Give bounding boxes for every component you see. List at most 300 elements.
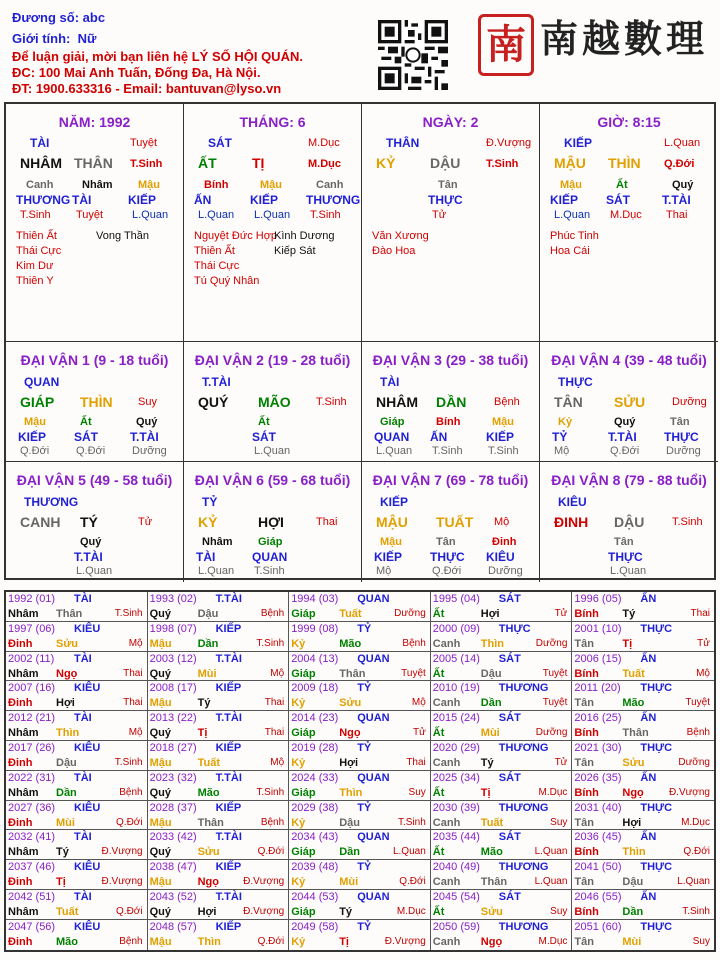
pillar-4 [540,104,718,342]
year-stem: Đinh [8,757,33,769]
hidden-phase: L.Quan [198,565,235,577]
year-ten-god: QUAN [357,891,390,903]
ten-god-stem: TÀI [30,136,50,150]
pillar-1 [6,104,184,342]
star: Kim Dư [16,260,54,272]
year-label: 2017 (26) [8,742,56,754]
owner-value: abc [82,10,106,25]
year-label: 2026 (35) [574,771,622,784]
year-label: 2039 (48) [291,861,339,874]
dai-van-2 [184,342,362,462]
hidden-stem: Mậu [260,179,282,191]
year-stem: Quý [149,906,171,918]
year-cell [572,711,714,741]
year-cell [6,801,148,831]
hidden-phase: L.Quan [376,445,413,457]
hidden-phase: Q.Đới [432,565,462,577]
year-label: 2032 (41) [8,831,56,844]
year-branch: Mão [56,935,78,948]
year-phase: Tuyệt [542,667,568,679]
year-cell [431,622,573,652]
dai-van-title: ĐẠI VẬN 4 (39 - 48 tuổi) [551,352,707,368]
year-phase: Thai [690,608,710,619]
dai-van-stem: CANH [20,514,61,530]
star: Vong Thần [96,230,150,242]
year-ten-god: THỰC [640,742,673,754]
year-cell [431,890,573,920]
year-branch: Mùi [622,935,642,948]
dai-van-branch: THÌN [80,394,113,410]
year-ten-god: THƯƠNG [498,801,549,814]
year-label: 1992 (01) [8,593,56,605]
year-label: 2035 (44) [432,831,480,844]
year-label: 2020 (29) [432,742,480,754]
year-phase: Đ.Vượng [101,846,143,858]
year-phase: Q.Đới [399,876,426,888]
top-phase: Đ.Vượng [486,137,532,149]
year-cell [572,652,714,682]
hidden-stem: Canh [316,179,344,191]
star: Thái Cực [194,260,240,272]
year-stem: Quý [149,608,171,620]
hidden-phase: T.Sinh [310,209,341,221]
dai-van-branch: TÝ [80,514,98,530]
year-branch: Thìn [339,786,363,799]
hidden-phase: L.Quan [254,445,291,457]
dai-van-branch: TUẤT [436,514,474,530]
gender-line [12,31,96,46]
year-cell [6,652,148,682]
dai-van-phase: Tử [138,516,153,528]
hidden-god: KIẾP [486,430,515,444]
year-branch: Dần [56,786,77,799]
year-phase: Tuyệt [685,697,710,709]
year-phase: Bệnh [402,637,426,649]
year-ten-god: ẤN [640,712,657,725]
earthly-branch: TỊ [252,155,265,171]
annual-luck-table [4,590,716,952]
year-label: 2048 (57) [149,920,197,933]
year-label: 2016 (25) [574,712,622,725]
year-phase: T.Sinh [256,786,285,798]
year-branch: Sửu [339,697,362,710]
dai-van-title: ĐẠI VẬN 1 (9 - 18 tuổi) [20,352,169,368]
year-ten-god: T.TÀI [215,891,242,903]
year-ten-god: ẤN [640,652,657,665]
year-stem: Canh [432,697,461,710]
year-label: 2024 (33) [291,771,339,784]
year-stem: Nhâm [8,608,39,620]
year-phase: Bệnh [119,935,143,947]
dai-van-stem: NHÂM [376,394,418,410]
year-label: 2041 (50) [574,861,622,874]
star: Hoa Cái [550,245,590,257]
year-branch: Hợi [622,816,642,829]
hidden-god: SÁT [74,430,98,444]
year-branch: Mão [339,637,362,650]
year-label: 1998 (07) [149,622,197,635]
year-ten-god: SÁT [498,712,521,725]
year-cell [289,592,431,622]
year-cell [431,860,573,890]
year-label: 2040 (49) [432,861,480,874]
ten-god-stem: SÁT [208,136,232,150]
hidden-phase: Mộ [554,445,570,457]
year-label: 2050 (59) [432,920,480,933]
year-label: 2051 (60) [574,920,622,933]
hidden-god: THƯƠNG [306,193,361,207]
year-phase: Q.Đới [116,906,143,917]
year-stem: Kỷ [291,935,306,948]
year-ten-god: KIÊU [74,920,101,933]
year-stem: Đinh [8,816,33,829]
year-cell [431,801,573,831]
year-cell [431,652,573,682]
year-phase: Bệnh [260,816,285,828]
year-phase: Đ.Vượng [243,906,285,917]
year-phase: Dưỡng [678,757,710,768]
star: Đào Hoa [372,245,416,257]
year-phase: L.Quan [677,876,710,888]
year-label: 2044 (53) [291,891,339,903]
year-label: 2015 (24) [432,712,480,725]
hidden-stem: Giáp [258,536,283,548]
hidden-stem: Canh [26,179,54,191]
hidden-stem: Tân [436,536,456,548]
year-label: 2014 (23) [291,712,339,725]
hidden-god: SÁT [252,430,276,444]
year-stem: Kỷ [291,697,306,710]
year-ten-god: THỰC [640,801,673,814]
year-branch: Tý [480,757,494,769]
hidden-god: T.TÀI [608,430,637,444]
dai-van-stem: MẬU [376,514,408,530]
hidden-phase: T.Sinh [432,445,463,457]
year-phase: Tử [697,637,710,649]
year-branch: Mùi [197,667,217,680]
year-phase: Suy [692,935,710,947]
year-branch: Hợi [339,757,359,769]
year-phase: Suy [550,906,568,917]
dai-van-title: ĐẠI VẬN 6 (59 - 68 tuổi) [194,472,351,488]
year-phase: Đ.Vượng [668,786,710,798]
dai-van-stem: GIÁP [20,394,55,410]
year-cell [431,681,573,711]
phone-email-line: ĐT: 1900.633316 - Email: bantuvan@lyso.vn [12,81,282,96]
year-phase: Thai [264,697,285,709]
year-phase: L.Quan [534,846,568,858]
heavenly-stem: MẬU [554,155,586,171]
year-label: 2022 (31) [8,771,56,784]
year-label: 1999 (08) [291,622,339,635]
year-label: 2025 (34) [432,771,480,784]
year-ten-god: T.TÀI [215,712,242,725]
year-stem: Mậu [149,935,172,948]
year-stem: Quý [149,846,171,859]
year-ten-god: T.TÀI [215,652,242,665]
year-cell [572,771,714,801]
year-cell [431,920,573,950]
year-cell [572,830,714,860]
year-stem: Tân [574,816,594,829]
year-branch: Hợi [480,608,500,620]
hidden-stem: Giáp [380,416,405,428]
hidden-phase: Tuyệt [76,209,104,221]
year-stem: Mậu [149,637,172,650]
year-ten-god: TỶ [357,861,372,874]
year-label: 2031 (40) [574,801,622,814]
year-phase: Bệnh [686,727,710,739]
dai-van-7 [362,462,540,582]
hidden-stem: Bính [204,179,229,191]
year-ten-god: T.TÀI [215,771,242,784]
year-label: 1994 (03) [291,593,339,605]
year-cell [572,890,714,920]
year-branch: Thìn [480,637,505,650]
earthly-branch: THÌN [608,155,641,171]
hidden-god: TỶ [552,430,568,444]
star: Thiên Y [16,275,54,287]
year-stem: Canh [432,637,461,650]
year-label: 2000 (09) [432,622,480,635]
year-stem: Giáp [291,786,316,799]
star: Thái Cực [16,245,62,257]
year-branch: Dậu [622,876,644,889]
year-branch: Tị [56,876,66,889]
year-ten-god: TỶ [357,742,372,754]
hidden-god: QUAN [374,430,410,444]
year-stem: Bính [574,727,599,740]
year-label: 2027 (36) [8,801,56,814]
year-ten-god: KIÊU [74,861,101,874]
hidden-god: KIẾP [128,193,157,207]
star: Kiếp Sát [274,245,316,257]
hidden-god: SÁT [606,193,630,207]
dai-van-title: ĐẠI VẬN 5 (49 - 58 tuổi) [16,472,173,488]
year-branch: Tị [197,727,208,740]
hidden-god: KIẾP [550,193,579,207]
hidden-stem: Mậu [138,179,160,191]
hidden-phase: Dưỡng [132,445,167,457]
year-branch: Thân [480,876,508,889]
hidden-stem: Ất [258,416,270,428]
hidden-stem: Quý [80,536,102,548]
year-branch: Tý [622,608,636,620]
dai-van-branch: DẬU [614,514,645,530]
star: Văn Xương [372,230,429,242]
year-cell [148,920,290,950]
year-stem: Quý [149,786,171,799]
chart-grid [4,102,716,580]
year-ten-god: QUAN [357,712,390,725]
year-branch: Mão [197,786,220,799]
year-label: 2049 (58) [291,920,339,933]
year-cell [289,830,431,860]
year-phase: Q.Đới [257,935,285,947]
year-label: 1993 (02) [149,593,197,605]
year-label: 1995 (04) [432,593,480,605]
hidden-god: THƯƠNG [16,193,71,207]
year-cell [148,711,290,741]
heavenly-stem: ẤT [198,155,217,171]
year-phase: Thai [406,757,426,768]
year-stem: Mậu [149,876,172,889]
hidden-god: ẤN [430,430,448,444]
year-cell [148,801,290,831]
year-ten-god: SÁT [498,593,521,605]
year-phase: Suy [408,786,426,798]
year-ten-god: SÁT [498,831,521,844]
year-branch: Ngọ [480,935,503,948]
year-label: 2007 (16) [8,682,56,695]
year-cell [6,771,148,801]
pillar-3 [362,104,540,342]
year-label: 2005 (14) [432,652,480,665]
qr-code-icon [378,20,448,90]
year-cell [431,830,573,860]
year-stem: Kỷ [291,637,306,650]
year-stem: Ất [432,608,445,620]
gender-value: Nữ [77,31,97,46]
year-ten-god: TÀI [74,593,92,605]
year-cell [6,920,148,950]
year-phase: Tử [554,608,568,619]
year-cell [6,741,148,771]
year-stem: Ất [432,906,445,918]
year-phase: Thai [123,697,143,709]
year-cell [572,920,714,950]
year-phase: Mộ [270,757,285,768]
year-stem: Mậu [149,697,172,710]
year-cell [148,830,290,860]
year-phase: Dưỡng [535,637,568,649]
hidden-stem: Đinh [492,536,517,548]
hidden-god: THỰC [608,550,643,564]
year-cell [572,801,714,831]
hidden-stem: Quý [672,179,694,191]
year-cell [148,741,290,771]
dai-van-branch: HỢI [258,514,284,530]
year-ten-god: ẤN [640,593,657,605]
year-stem: Đinh [8,876,33,889]
year-phase: Q.Đới [683,846,710,858]
year-label: 2033 (42) [149,831,197,844]
dai-van-stem: KỶ [198,514,218,530]
year-ten-god: TÀI [74,652,92,665]
hidden-stem: Bính [436,416,461,428]
hidden-god: TÀI [72,193,92,207]
year-stem: Quý [149,667,171,680]
dai-van-ten-god: THỰC [558,375,593,389]
year-phase: L.Quan [534,876,568,888]
year-branch: Sửu [197,846,220,859]
year-label: 1996 (05) [574,593,622,605]
year-phase: Bệnh [119,786,143,798]
dai-van-ten-god: KIẾP [380,495,409,509]
year-label: 2021 (30) [574,742,622,754]
year-label: 2028 (37) [149,801,197,814]
year-branch: Dậu [197,608,219,620]
year-cell [6,860,148,890]
year-ten-god: KIẾP [215,920,242,933]
year-branch: Tị [480,786,491,799]
hidden-phase: M.Dục [610,209,642,221]
year-ten-god: THỰC [640,622,673,635]
year-cell [289,741,431,771]
year-phase: Bệnh [260,608,285,619]
year-stem: Bính [574,786,599,799]
logo-text: 南越數理 [540,16,709,61]
year-branch: Tý [339,906,353,918]
year-label: 2030 (39) [432,801,480,814]
year-phase: T.Sinh [114,608,143,619]
hidden-stem: Tân [670,416,690,428]
year-phase: Suy [550,816,568,828]
star: Thiên Ất [16,230,57,242]
year-ten-god: QUAN [357,593,390,605]
year-ten-god: KIÊU [74,801,101,814]
year-branch: Ngọ [339,727,361,740]
heavenly-stem: NHÂM [20,155,62,171]
year-phase: Mộ [411,697,426,709]
top-phase: M.Dục [308,137,340,149]
year-branch: Dậu [339,816,360,829]
dai-van-ten-god: TÀI [380,375,400,389]
year-ten-god: THỰC [640,861,673,874]
year-cell [431,741,573,771]
year-label: 2004 (13) [291,652,339,665]
hidden-god: QUAN [252,550,288,564]
year-stem: Ất [432,846,445,859]
hidden-phase: L.Quan [254,209,291,221]
branch-phase: Q.Đới [664,158,695,170]
year-cell [6,830,148,860]
year-label: 2034 (43) [291,831,339,844]
year-label: 2038 (47) [149,861,197,874]
year-ten-god: THƯƠNG [498,742,549,754]
earthly-branch: DẬU [430,155,461,171]
year-label: 2047 (56) [8,920,56,933]
year-stem: Ất [432,667,445,680]
dai-van-8 [540,462,718,582]
year-phase: Q.Đới [257,846,285,858]
year-cell [148,860,290,890]
year-branch: Dần [339,846,360,859]
year-ten-god: TỶ [357,801,372,814]
hidden-phase: Q.Đới [20,445,50,457]
year-label: 2003 (12) [149,652,197,665]
year-cell [572,860,714,890]
year-cell [572,741,714,771]
year-label: 2036 (45) [574,831,622,844]
year-phase: Đ.Vượng [384,935,426,947]
year-phase: Tử [412,727,426,739]
header [0,0,720,100]
hidden-phase: L.Quan [132,209,169,221]
heavenly-stem: KỶ [376,155,396,171]
year-branch: Tị [339,935,349,948]
year-stem: Nhâm [8,786,39,799]
hidden-phase: T.Sinh [254,565,285,577]
year-stem: Bính [574,906,599,918]
year-cell [572,681,714,711]
hidden-stem: Nhâm [82,179,113,191]
star: Phúc Tinh [550,230,599,242]
hidden-stem: Quý [614,416,636,428]
year-label: 2009 (18) [291,682,339,695]
year-ten-god: TỶ [357,682,372,695]
branch-phase: T.Sinh [130,158,163,170]
